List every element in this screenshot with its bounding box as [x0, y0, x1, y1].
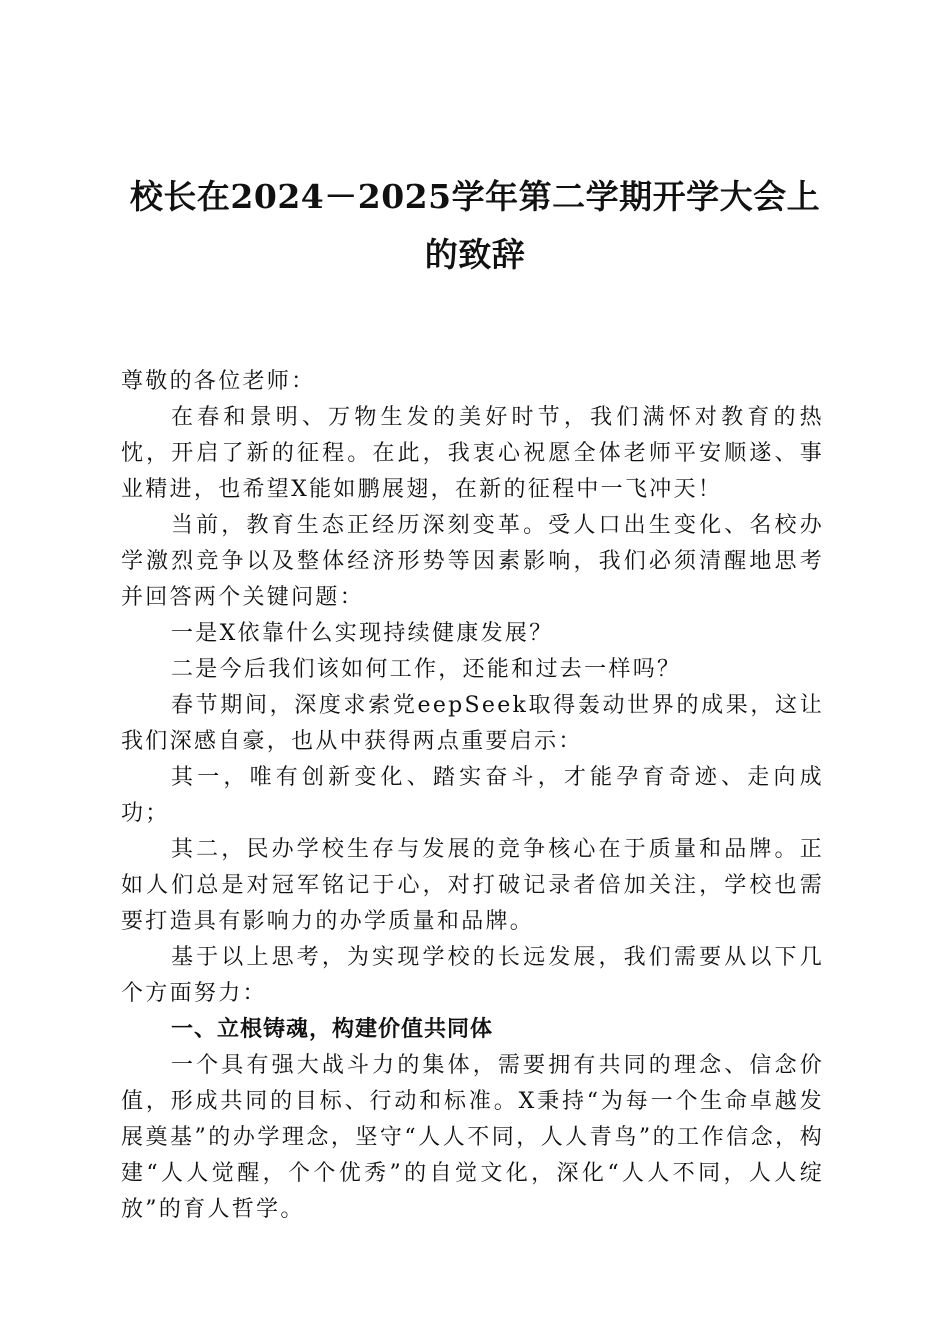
title-line-2: 的致辞 — [424, 235, 526, 274]
paragraph-opening: 在春和景明、万物生发的美好时节，我们满怀对教育的热忱，开启了新的征程。在此，我衷心祝愿全体老师平安顺遂、事业精进，也希望X能如鹏展翅，在新的征程中一飞冲天！ — [121, 405, 824, 502]
title-line-1: 校长在2024－2025学年第二学期开学大会上 — [129, 177, 821, 216]
section-heading-1: 一、立根铸魂，构建价值共同体 — [171, 1017, 494, 1042]
document-title — [110, 168, 840, 284]
insight-two: 其二，民办学校生存与发展的竞争核心在于质量和品牌。正如人们总是对冠军铭记于心，对打破记录者倍加关注，学校也需要打造具有影响力的办学质量和品牌。 — [121, 837, 824, 934]
document-body — [121, 364, 824, 1228]
section-1-paragraph: 一个具有强大战斗力的集体，需要拥有共同的理念、信念价值，形成共同的目标、行动和标准。X秉持“为每一个生命卓越发展奠基”的办学理念，坚守“人人不同，人人青鸟”的工作信念，构建“人人觉醒，个个优秀”的自觉文化，深化“人人不同，人人绽放”的育人哲学。 — [121, 1053, 824, 1222]
paragraph-deepseek: 春节期间，深度求索党eepSeek取得轰动世界的成果，这让我们深感自豪，也从中获得两点重要启示： — [121, 693, 824, 754]
insight-one: 其一，唯有创新变化、踏实奋斗，才能孕育奇迹、走向成功； — [121, 765, 824, 826]
paragraph-transition: 基于以上思考，为实现学校的长远发展，我们需要从以下几个方面努力： — [121, 945, 824, 1006]
paragraph-context: 当前，教育生态正经历深刻变革。受人口出生变化、名校办学激烈竞争以及整体经济形势等因素影响，我们必须清醒地思考并回答两个关键问题： — [121, 513, 824, 610]
question-one: 一是X依靠什么实现持续健康发展？ — [171, 621, 554, 646]
salutation: 尊敬的各位老师： — [121, 369, 316, 394]
question-two: 二是今后我们该如何工作，还能和过去一样吗？ — [171, 657, 682, 682]
